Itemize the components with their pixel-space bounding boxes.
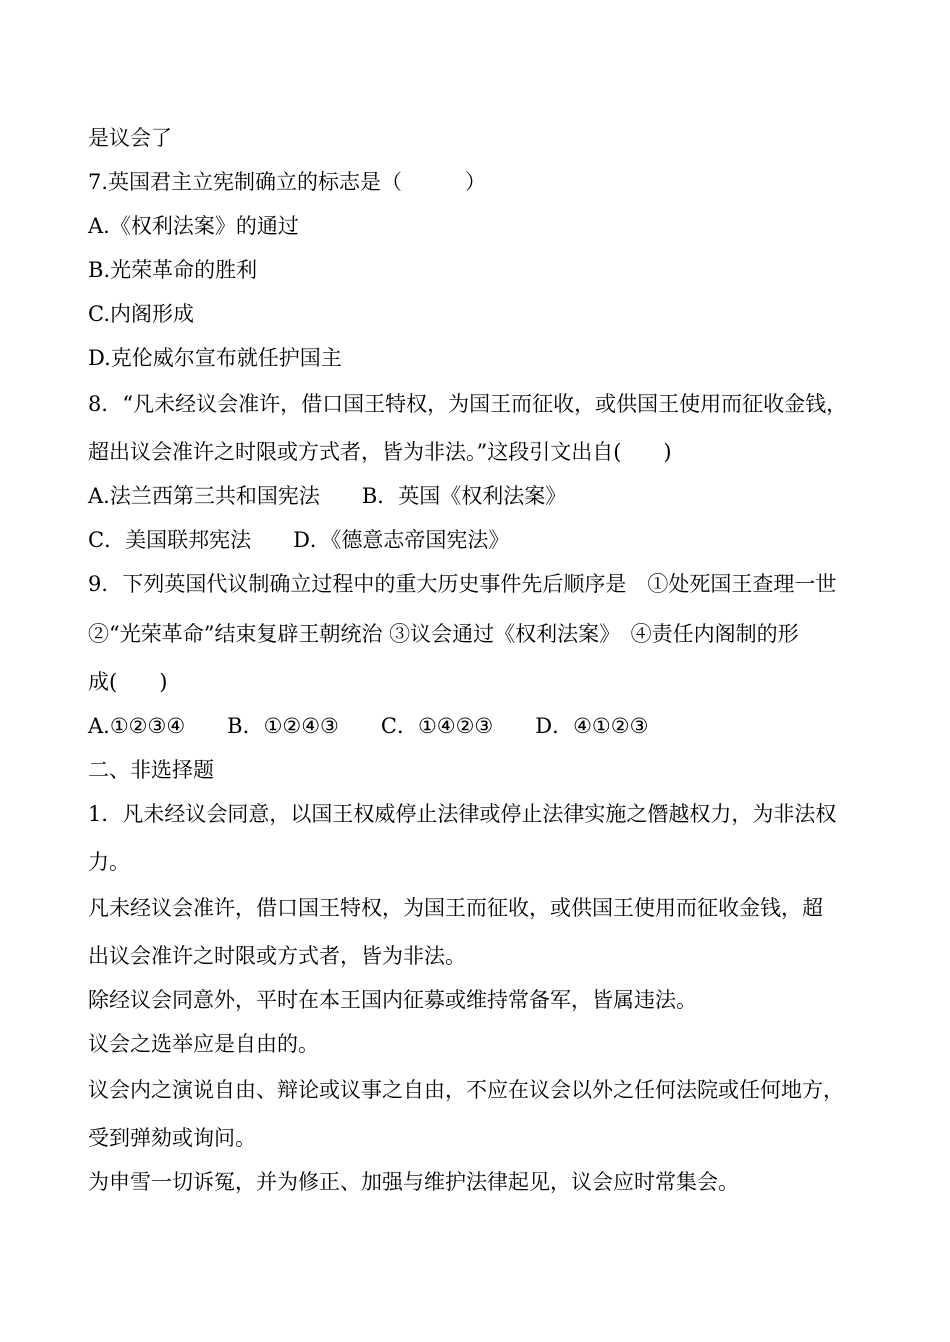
text-line: 是议会了 bbox=[88, 126, 172, 150]
question-8-options: C．美国联邦宪法 D．《德意志帝国宪法》 bbox=[88, 528, 510, 552]
question-7-option-a: A.《权利法案》的通过 bbox=[88, 214, 299, 238]
question-9-stem: ②“光荣革命”结束复辟王朝统治 ③议会通过《权利法案》 ④责任内阁制的形 bbox=[88, 622, 799, 646]
section-heading: 二、非选择题 bbox=[88, 758, 214, 782]
question-1-text: 议会内之演说自由、辩论或议事之自由，不应在议会以外之任何法院或任何地方， bbox=[88, 1078, 844, 1102]
question-7-option-c: C.内阁形成 bbox=[88, 302, 194, 326]
question-8-stem: 8．“凡未经议会准许，借口国王特权，为国王而征收，或供国王使用而征收金钱， bbox=[88, 392, 848, 416]
question-9-stem: 成( ) bbox=[88, 670, 168, 694]
question-1-text: 1．凡未经议会同意，以国王权威停止法律或停止法律实施之僭越权力，为非法权 bbox=[88, 802, 837, 826]
question-1-text: 受到弹劾或询问。 bbox=[88, 1126, 256, 1150]
question-1-text: 为申雪一切诉冤，并为修正、加强与维护法律起见，议会应时常集会。 bbox=[88, 1170, 739, 1194]
question-9-options: A.①②③④ B．①②④③ C．①④②③ D．④①②③ bbox=[88, 714, 649, 738]
question-8-options: A.法兰西第三共和国宪法 B．英国《权利法案》 bbox=[88, 484, 567, 508]
question-7-stem: 7.英国君主立宪制确立的标志是（ ） bbox=[88, 170, 487, 194]
question-7-option-b: B.光荣革命的胜利 bbox=[88, 258, 258, 282]
question-1-text: 议会之选举应是自由的。 bbox=[88, 1032, 319, 1056]
question-7-option-d: D.克伦威尔宣布就任护国主 bbox=[88, 346, 342, 370]
question-8-stem: 超出议会准许之时限或方式者，皆为非法。”这段引文出自( ) bbox=[88, 440, 672, 464]
question-1-text: 出议会准许之时限或方式者，皆为非法。 bbox=[88, 944, 466, 968]
question-1-text: 除经议会同意外，平时在本王国内征募或维持常备军，皆属违法。 bbox=[88, 988, 697, 1012]
question-1-text: 凡未经议会准许，借口国王特权，为国王而征收，或供国王使用而征收金钱，超 bbox=[88, 896, 823, 920]
question-9-stem: 9．下列英国代议制确立过程中的重大历史事件先后顺序是 ①处死国王查理一世 bbox=[88, 572, 837, 596]
question-1-text: 力。 bbox=[88, 850, 130, 874]
